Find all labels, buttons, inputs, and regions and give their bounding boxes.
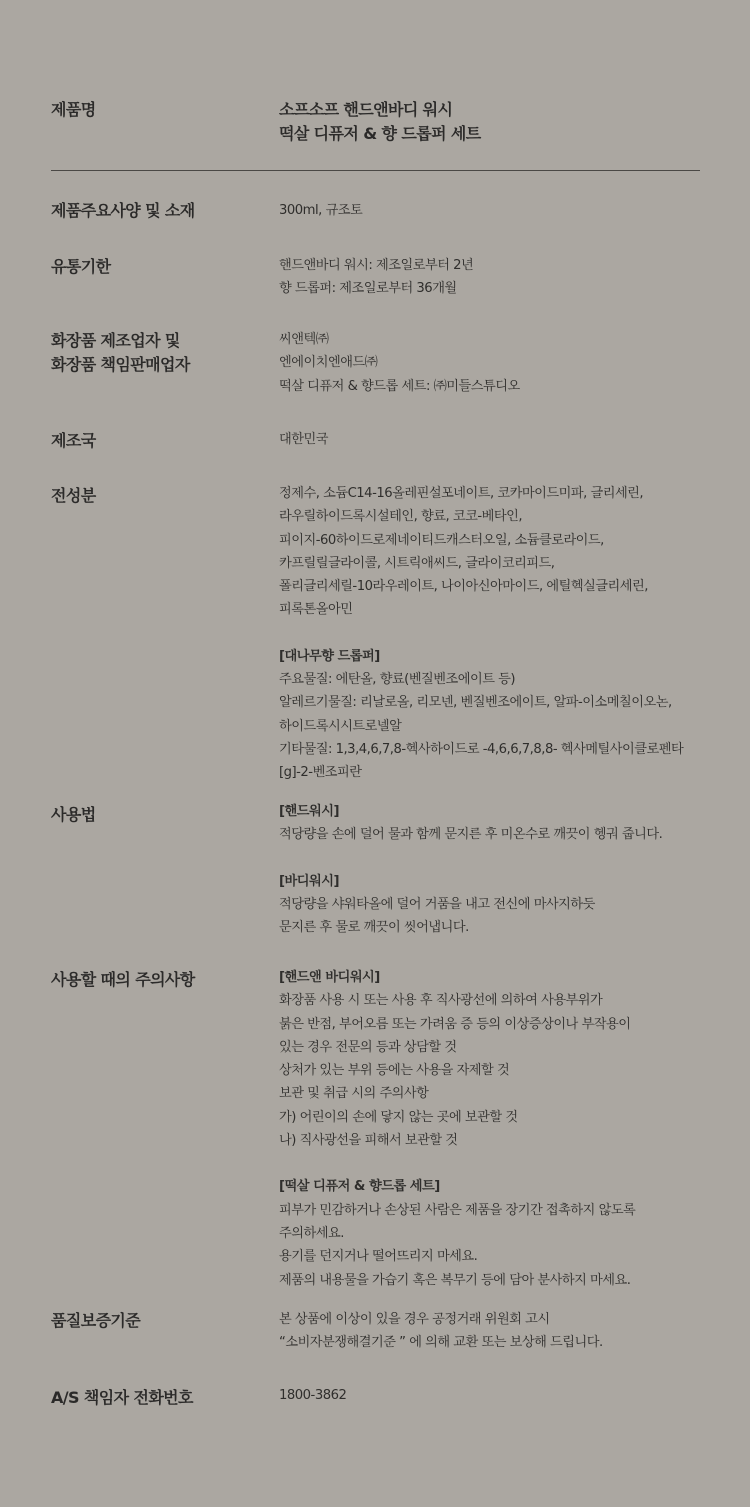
ingredient-line: 카프릴릴글라이콜, 시트릭애씨드, 글라이코리피드, (279, 555, 555, 571)
ingredient-line: 라우릴하이드록시설테인, 향료, 코코-베타인, (279, 509, 523, 525)
dropper-line: 주요물질: 에탄올, 향료(벤질벤조에이트 등) (279, 672, 516, 688)
ingredients-label: 전성분 (51, 486, 96, 505)
caution-label: 사용할 때의 주의사항 (51, 970, 195, 989)
spec-value (279, 199, 362, 222)
product-name-value (279, 98, 481, 146)
manufacturer-line: 엔에이치엔애드㈜ (279, 355, 378, 371)
usage-label: 사용법 (51, 805, 96, 824)
expiry-value (279, 254, 473, 301)
manufacturer-label: 화장품 제조업자 및 화장품 책임판매업자 (51, 331, 190, 374)
dropper-line: 하이드록시시트로넬알 (279, 718, 402, 734)
hand-wash-line: 적당량을 손에 덜어 물과 함께 문지른 후 미온수로 깨끗이 헹궈 줍니다. (279, 827, 663, 843)
dropper-heading: [대나무향 드롭퍼] (279, 648, 380, 664)
ingredient-line: 피이지-60하이드로제네이티드캐스터오일, 소듐클로라이드, (279, 532, 604, 548)
origin-label: 제조국 (51, 431, 96, 450)
dropper-line: [g]-2-벤조피란 (279, 765, 362, 781)
header-divider (51, 170, 700, 171)
origin-line: 대한민국 (279, 432, 328, 447)
wash-caution-line: 나) 직사광선을 피해서 보관할 것 (279, 1133, 458, 1149)
wash-caution-line: 화장품 사용 시 또는 사용 후 직사광선에 의하여 사용부위가 (279, 993, 603, 1009)
set-caution-line: 피부가 민감하거나 손상된 사람은 제품을 장기간 접촉하지 않도록 (279, 1202, 636, 1218)
body-wash-line: 문지른 후 물로 깨끗이 씻어냅니다. (279, 920, 469, 936)
manufacturer-line: 떡살 디퓨저 & 향드롭 세트: ㈜미들스튜디오 (279, 378, 520, 394)
quality-line: 본 상품에 이상이 있을 경우 공정거래 위원회 고시 (279, 1312, 550, 1327)
manufacturer-line: 씨앤텍㈜ (279, 332, 329, 347)
dropper-line: 알레르기물질: 리날로올, 리모넨, 벤질벤조에이트, 알파-이소메칠이오논, (279, 695, 672, 711)
ingredient-line: 정제수, 소듐C14-16올레핀설포네이트, 코카마이드미파, 글리세린, (279, 486, 644, 501)
dropper-line: 기타물질: 1,3,4,6,7,8-헥사하이드로 -4,6,6,7,8,8- 헥사메틸사이클로펜타 (279, 741, 684, 757)
wash-caution-line: 가) 어린이의 손에 닿지 않는 곳에 보관할 것 (279, 1109, 518, 1125)
as-phone-label: A/S 책임자 전화번호 (51, 1388, 193, 1407)
wash-caution-line: 붉은 반점, 부어오름 또는 가려움 증 등의 이상증상이나 부작용이 (279, 1016, 631, 1032)
usage-value (279, 800, 662, 939)
body-wash-heading: [바디워시] (279, 873, 340, 889)
body-wash-line: 적당량을 샤워타올에 덜어 거품을 내고 전신에 마사지하듯 (279, 896, 595, 912)
wash-caution-line: 있는 경우 전문의 등과 상담할 것 (279, 1039, 457, 1055)
product-name-label: 제품명 (51, 100, 96, 119)
expiry-line: 핸드앤바디 워시: 제조일로부터 2년 (279, 258, 474, 273)
origin-value (279, 428, 328, 451)
ingredient-line: 피록톤올아민 (279, 602, 353, 618)
spacer (279, 1152, 635, 1175)
quality-line: “소비자분쟁해결기준 ” 에 의해 교환 또는 보상해 드립니다. (279, 1335, 603, 1351)
product-name-line: 소프소프 핸드앤바디 워시 (279, 100, 453, 119)
caution-value (279, 966, 635, 1292)
quality-label: 품질보증기준 (51, 1311, 141, 1330)
set-caution-line: 주의하세요. (279, 1225, 344, 1241)
quality-value (279, 1308, 603, 1355)
wash-caution-line: 보관 및 취급 시의 주의사항 (279, 1086, 429, 1102)
ingredient-line: 폴리글리세릴-10라우레이트, 나이아신아마이드, 에틸헥실글리세린, (279, 579, 648, 595)
as-phone-number: 1800-3862 (279, 1388, 347, 1403)
set-caution-line: 제품의 내용물을 가습기 혹은 복무기 등에 담아 분사하지 마세요. (279, 1272, 631, 1288)
as-phone-value (279, 1384, 346, 1407)
wash-caution-line: 상처가 있는 부위 등에는 사용을 자제할 것 (279, 1063, 510, 1079)
expiry-label: 유통기한 (51, 257, 111, 276)
spacer (279, 847, 662, 870)
set-caution-line: 용기를 던지거나 떨어뜨리지 마세요. (279, 1249, 478, 1265)
spec-label: 제품주요사양 및 소재 (51, 201, 195, 220)
manufacturer-value (279, 328, 520, 398)
spec-line: 300ml, 규조토 (279, 203, 363, 218)
spacer (279, 622, 683, 645)
product-name-line: 떡살 디퓨저 & 향 드롭퍼 세트 (279, 124, 481, 143)
ingredients-value (279, 482, 683, 785)
wash-caution-heading: [핸드앤 바디워시] (279, 970, 380, 985)
set-caution-heading: [떡살 디퓨저 & 향드롭 세트] (279, 1179, 440, 1195)
expiry-line: 향 드롭퍼: 제조일로부터 36개월 (279, 281, 457, 297)
hand-wash-heading: [핸드워시] (279, 804, 340, 819)
